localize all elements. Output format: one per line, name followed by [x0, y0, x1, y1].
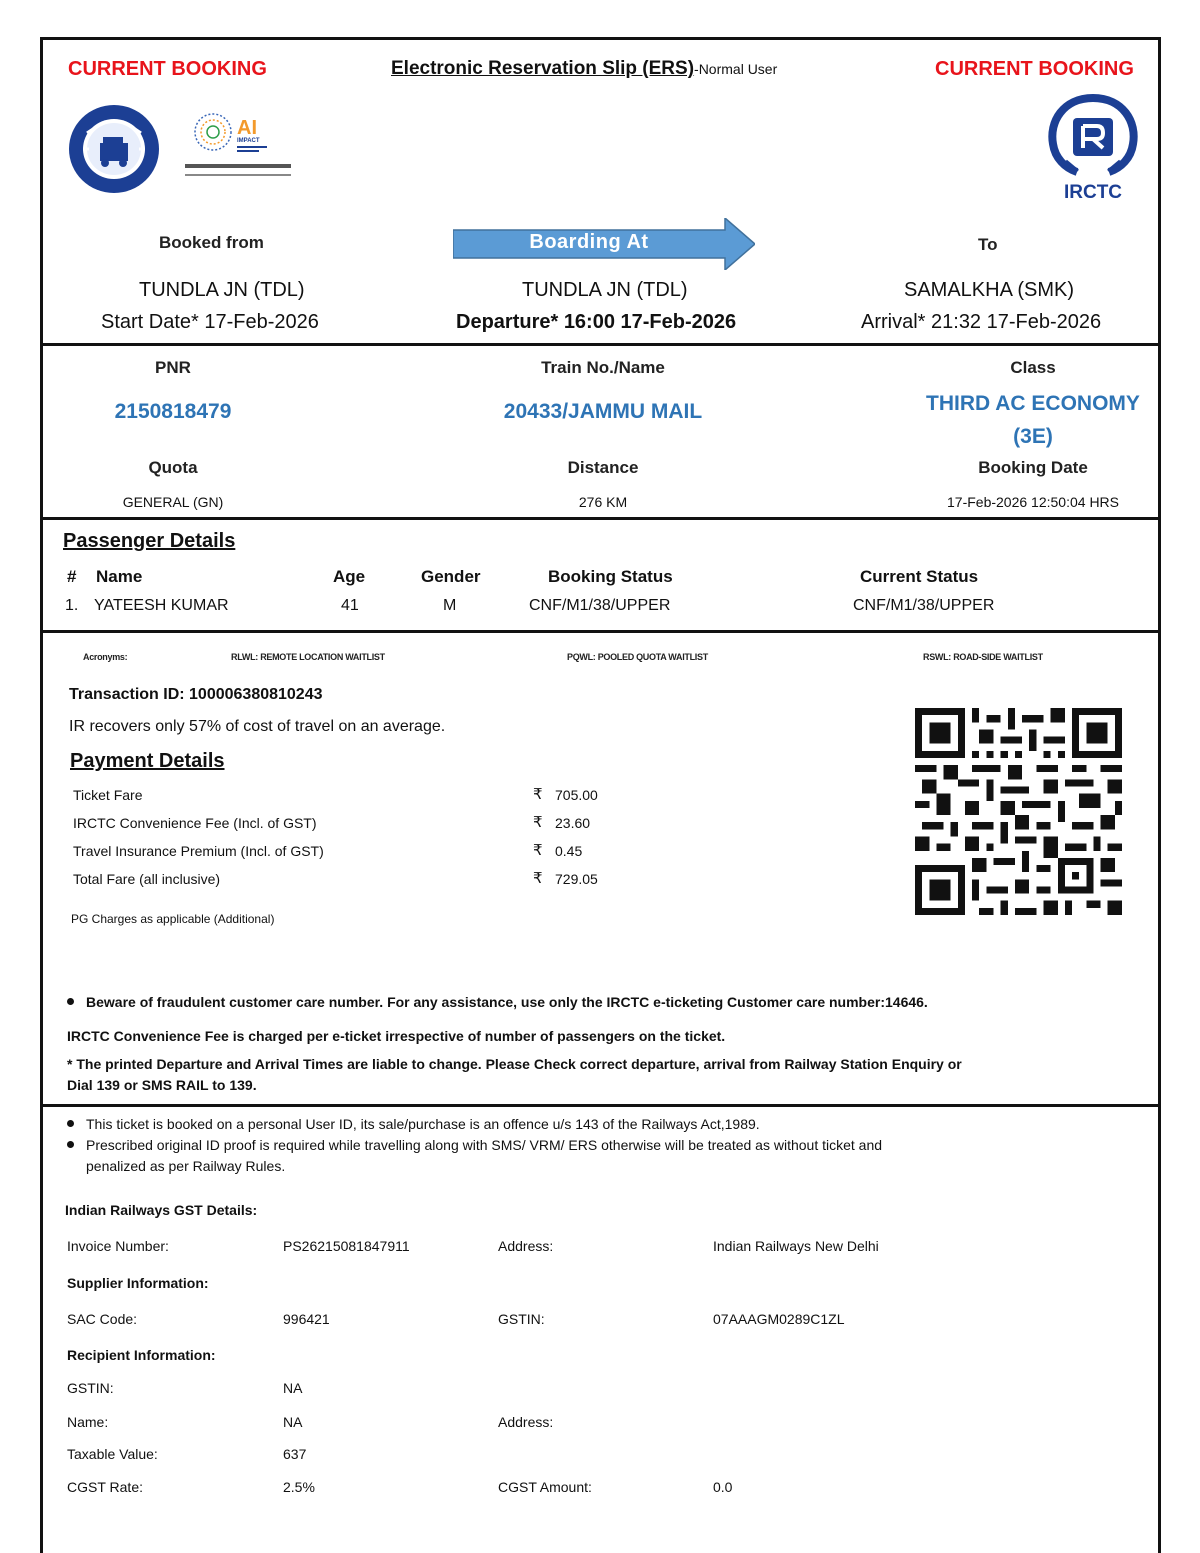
- col-header-current-status: Current Status: [860, 567, 979, 586]
- rupee-icon: ₹: [533, 870, 543, 887]
- gst-details-title: Indian Railways GST Details:: [65, 1202, 258, 1218]
- passenger-num: 1.: [65, 597, 79, 614]
- passenger-gender: M: [443, 597, 457, 614]
- gstin-value: 07AAAGM0289C1ZL: [713, 1311, 845, 1327]
- divider: [43, 630, 1158, 633]
- sac-code-value: 996421: [283, 1311, 330, 1327]
- from-station: TUNDLA JN (TDL): [139, 279, 305, 301]
- col-header-booking-status: Booking Status: [548, 567, 673, 586]
- id-proof-notice-line1: Prescribed original ID proof is required while travelling along with SMS/ VRM/ ERS otherwise will be treated as without ticket and: [86, 1137, 883, 1153]
- class-value-line1: THIRD AC ECONOMY: [926, 392, 1140, 415]
- passenger-current-status: CNF/M1/38/UPPER: [853, 597, 995, 614]
- to-heading: To: [978, 235, 998, 254]
- ai-logo-sub: IMPACT: [237, 138, 260, 144]
- rupee-icon: ₹: [533, 842, 543, 859]
- arrival-time: Arrival* 21:32 17-Feb-2026: [861, 311, 1102, 333]
- divider: [43, 1104, 1158, 1107]
- current-booking-label-left: CURRENT BOOKING: [68, 58, 267, 80]
- irctc-logo-text: IRCTC: [1063, 182, 1123, 203]
- col-header-num: #: [67, 567, 77, 586]
- pg-charges-note: PG Charges as applicable (Additional): [71, 912, 275, 926]
- qr-code-icon: [915, 708, 1122, 915]
- ai-logo-text: AI: [237, 117, 257, 139]
- timing-notice-line2: Dial 139 or SMS RAIL to 139.: [67, 1077, 257, 1093]
- cgst-rate-label: CGST Rate:: [67, 1479, 143, 1495]
- invoice-number-label: Invoice Number:: [67, 1238, 169, 1254]
- pnr-value: 2150818479: [114, 400, 232, 423]
- recipient-name-value: NA: [283, 1414, 303, 1430]
- indian-railways-logo: [67, 103, 161, 195]
- bullet-icon: [67, 998, 74, 1005]
- invoice-number-value: PS26215081847911: [283, 1238, 410, 1254]
- irctc-logo: [1043, 92, 1143, 204]
- boarding-at-label: Boarding At: [529, 231, 649, 253]
- recipient-gstin-value: NA: [283, 1380, 303, 1396]
- class-label: Class: [1010, 358, 1056, 377]
- payment-label: Total Fare (all inclusive): [73, 871, 221, 887]
- divider: [43, 517, 1158, 520]
- ers-title: [391, 58, 777, 80]
- payment-label: Ticket Fare: [73, 787, 143, 803]
- recipient-address-label: Address:: [498, 1414, 554, 1430]
- distance-label: Distance: [567, 458, 639, 477]
- to-station: SAMALKHA (SMK): [904, 279, 1075, 301]
- class-value-line2: (3E): [1013, 425, 1053, 448]
- payment-label: Travel Insurance Premium (Incl. of GST): [73, 843, 324, 859]
- supplier-info-title: Supplier Information:: [67, 1275, 209, 1291]
- passenger-age: 41: [341, 597, 359, 614]
- booking-date-value: 17-Feb-2026 12:50:04 HRS: [947, 494, 1119, 510]
- bullet-icon: [67, 1120, 74, 1127]
- ers-title-text: Electronic Reservation Slip (ERS): [391, 58, 695, 79]
- fraud-notice: Beware of fraudulent customer care number. For any assistance, use only the IRCTC e-ticketing Customer care number:14646.: [86, 994, 928, 1010]
- col-header-name: Name: [96, 567, 143, 586]
- departure-time: Departure* 16:00 17-Feb-2026: [456, 311, 737, 333]
- train-label: Train No./Name: [541, 358, 665, 377]
- acronym-pqwl: PQWL: POOLED QUOTA WAITLIST: [567, 652, 708, 662]
- current-booking-label-right: CURRENT BOOKING: [935, 58, 1134, 80]
- cgst-amount-label: CGST Amount:: [498, 1479, 592, 1495]
- ers-title-suffix: -Normal User: [694, 61, 778, 77]
- timing-notice-line1: * The printed Departure and Arrival Times are liable to change. Please Check correct departure, arrival from Railway Station Enquiry or: [67, 1056, 962, 1072]
- rupee-icon: ₹: [533, 786, 543, 803]
- passenger-name: YATEESH KUMAR: [94, 597, 229, 614]
- sac-code-label: SAC Code:: [67, 1311, 138, 1327]
- train-value: 20433/JAMMU MAIL: [503, 400, 703, 423]
- recipient-info-title: Recipient Information:: [67, 1347, 216, 1363]
- passenger-details-title: Passenger Details: [63, 530, 236, 552]
- recipient-name-label: Name:: [67, 1414, 109, 1430]
- cgst-amount-value: 0.0: [713, 1479, 733, 1495]
- payment-label: IRCTC Convenience Fee (Incl. of GST): [73, 815, 317, 831]
- acronyms-label: Acronyms:: [83, 652, 128, 662]
- convenience-fee-notice: IRCTC Convenience Fee is charged per e-ticket irrespective of number of passengers on the ticket.: [67, 1028, 726, 1044]
- taxable-value-label: Taxable Value:: [67, 1446, 158, 1462]
- recipient-gstin-label: GSTIN:: [67, 1380, 114, 1396]
- pnr-label: PNR: [155, 358, 191, 377]
- ai-impact-summit-logo: [183, 110, 299, 186]
- col-header-age: Age: [333, 567, 366, 586]
- quota-value: GENERAL (GN): [122, 494, 224, 510]
- personal-id-notice: This ticket is booked on a personal User ID, its sale/purchase is an offence u/s 143 of the Railways Act,1989.: [86, 1116, 760, 1132]
- taxable-value: 637: [283, 1446, 307, 1462]
- rupee-icon: ₹: [533, 814, 543, 831]
- cost-recovery-note: IR recovers only 57% of cost of travel on an average.: [69, 718, 446, 735]
- boarding-station: TUNDLA JN (TDL): [522, 279, 688, 301]
- ers-ticket: [40, 37, 1161, 1553]
- start-date: Start Date* 17-Feb-2026: [101, 311, 319, 333]
- address-label: Address:: [498, 1238, 554, 1254]
- payment-amount: 705.00: [555, 787, 598, 803]
- bullet-icon: [67, 1141, 74, 1148]
- acronym-rlwl: RLWL: REMOTE LOCATION WAITLIST: [231, 652, 385, 662]
- address-value: Indian Railways New Delhi: [713, 1238, 879, 1254]
- divider: [43, 343, 1158, 346]
- transaction-id: Transaction ID: 100006380810243: [69, 686, 323, 703]
- cgst-rate-value: 2.5%: [283, 1479, 315, 1495]
- id-proof-notice-line2: penalized as per Railway Rules.: [86, 1158, 286, 1174]
- payment-amount: 729.05: [555, 871, 598, 887]
- payment-details-title: Payment Details: [70, 750, 225, 772]
- payment-amount: 0.45: [555, 843, 583, 859]
- payment-amount: 23.60: [555, 815, 591, 831]
- gstin-label: GSTIN:: [498, 1311, 545, 1327]
- col-header-gender: Gender: [421, 567, 481, 586]
- acronym-rswl: RSWL: ROAD-SIDE WAITLIST: [923, 652, 1043, 662]
- booking-date-label: Booking Date: [978, 458, 1088, 477]
- booked-from-heading: Booked from: [159, 233, 264, 252]
- quota-label: Quota: [148, 458, 198, 477]
- passenger-booking-status: CNF/M1/38/UPPER: [529, 597, 671, 614]
- distance-value: 276 KM: [578, 494, 628, 510]
